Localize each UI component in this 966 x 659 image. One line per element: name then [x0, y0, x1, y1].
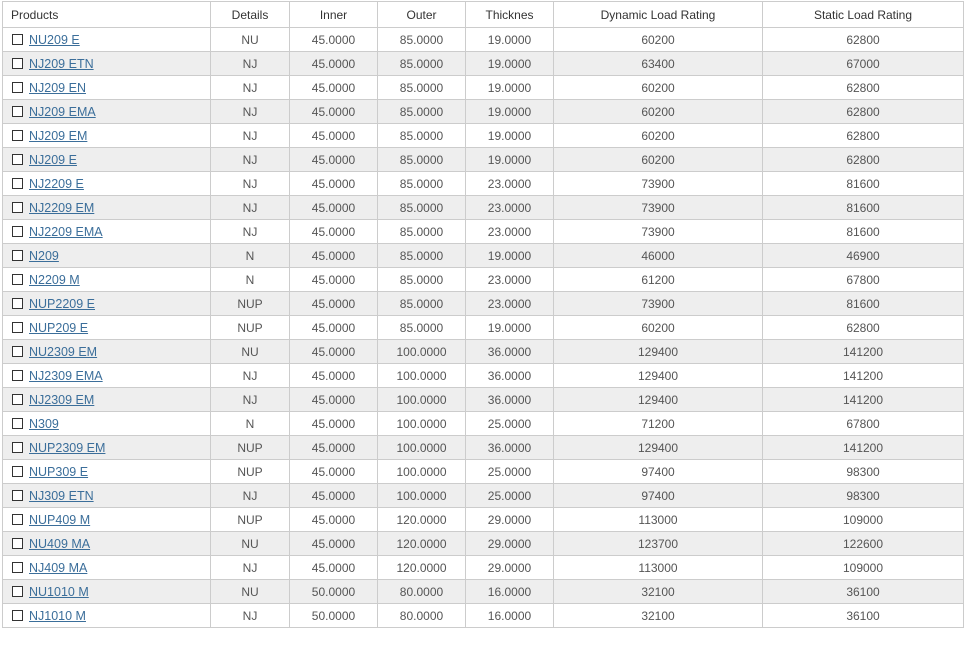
thickness-cell: 25.0000 [466, 484, 554, 508]
static-cell: 36100 [763, 580, 964, 604]
static-cell: 62800 [763, 76, 964, 100]
row-select-checkbox[interactable] [12, 106, 23, 117]
outer-cell: 85.0000 [378, 52, 466, 76]
thickness-cell: 25.0000 [466, 412, 554, 436]
static-cell: 62800 [763, 100, 964, 124]
details-cell: NJ [211, 52, 290, 76]
table-row [3, 436, 964, 460]
static-cell: 122600 [763, 532, 964, 556]
product-link[interactable]: NJ309 ETN [29, 488, 94, 503]
thickness-cell: 36.0000 [466, 340, 554, 364]
products-table [2, 1, 964, 628]
details-cell: NUP [211, 508, 290, 532]
thickness-cell: 23.0000 [466, 220, 554, 244]
dynamic-cell: 71200 [554, 412, 763, 436]
product-cell [3, 484, 211, 508]
product-link[interactable]: NU409 MA [29, 536, 91, 551]
inner-cell: 45.0000 [290, 268, 378, 292]
row-select-checkbox[interactable] [12, 58, 23, 69]
outer-cell: 85.0000 [378, 100, 466, 124]
outer-cell: 100.0000 [378, 484, 466, 508]
row-select-checkbox[interactable] [12, 466, 23, 477]
product-link[interactable]: NJ209 ETN [29, 56, 94, 71]
inner-cell: 50.0000 [290, 580, 378, 604]
product-cell [3, 220, 211, 244]
outer-cell: 100.0000 [378, 340, 466, 364]
products-table-container [2, 1, 964, 628]
product-cell [3, 172, 211, 196]
inner-cell: 45.0000 [290, 196, 378, 220]
inner-cell: 45.0000 [290, 124, 378, 148]
product-cell [3, 508, 211, 532]
table-row [3, 580, 964, 604]
dynamic-cell: 129400 [554, 364, 763, 388]
dynamic-cell: 123700 [554, 532, 763, 556]
outer-cell: 85.0000 [378, 172, 466, 196]
thickness-cell: 16.0000 [466, 604, 554, 628]
thickness-cell: 19.0000 [466, 244, 554, 268]
details-cell: NJ [211, 604, 290, 628]
outer-cell: 100.0000 [378, 364, 466, 388]
outer-cell: 85.0000 [378, 148, 466, 172]
inner-cell: 45.0000 [290, 340, 378, 364]
product-link[interactable]: NJ2209 EM [29, 200, 95, 215]
row-select-checkbox[interactable] [12, 250, 23, 261]
row-select-checkbox[interactable] [12, 610, 23, 621]
outer-cell: 85.0000 [378, 124, 466, 148]
table-row [3, 244, 964, 268]
product-link[interactable]: NJ2309 EMA [29, 368, 103, 383]
dynamic-cell: 46000 [554, 244, 763, 268]
static-cell: 62800 [763, 148, 964, 172]
inner-cell: 45.0000 [290, 52, 378, 76]
static-cell: 141200 [763, 340, 964, 364]
inner-cell: 45.0000 [290, 556, 378, 580]
product-cell [3, 28, 211, 52]
dynamic-cell: 73900 [554, 292, 763, 316]
row-select-checkbox[interactable] [12, 490, 23, 501]
table-row [3, 364, 964, 388]
details-cell: N [211, 412, 290, 436]
product-cell [3, 196, 211, 220]
thickness-cell: 36.0000 [466, 436, 554, 460]
thickness-cell: 25.0000 [466, 460, 554, 484]
outer-cell: 120.0000 [378, 508, 466, 532]
static-cell: 98300 [763, 484, 964, 508]
row-select-checkbox[interactable] [12, 538, 23, 549]
table-row [3, 508, 964, 532]
outer-cell: 85.0000 [378, 292, 466, 316]
outer-cell: 100.0000 [378, 412, 466, 436]
dynamic-cell: 32100 [554, 604, 763, 628]
product-link[interactable]: NU2309 EM [29, 344, 98, 359]
product-cell [3, 316, 211, 340]
thickness-cell: 19.0000 [466, 28, 554, 52]
product-cell [3, 148, 211, 172]
table-row [3, 124, 964, 148]
static-cell: 81600 [763, 292, 964, 316]
table-row [3, 316, 964, 340]
product-cell [3, 244, 211, 268]
outer-cell: 120.0000 [378, 532, 466, 556]
thickness-cell: 16.0000 [466, 580, 554, 604]
inner-cell: 45.0000 [290, 532, 378, 556]
inner-cell: 45.0000 [290, 316, 378, 340]
dynamic-cell: 60200 [554, 76, 763, 100]
product-cell [3, 340, 211, 364]
thickness-cell: 23.0000 [466, 172, 554, 196]
product-cell [3, 412, 211, 436]
details-cell: NJ [211, 364, 290, 388]
details-cell: N [211, 244, 290, 268]
details-cell: NU [211, 28, 290, 52]
thickness-cell: 19.0000 [466, 148, 554, 172]
outer-cell: 80.0000 [378, 580, 466, 604]
thickness-cell: 29.0000 [466, 532, 554, 556]
product-cell [3, 532, 211, 556]
product-cell [3, 124, 211, 148]
static-cell: 67800 [763, 268, 964, 292]
table-row [3, 556, 964, 580]
thickness-cell: 23.0000 [466, 292, 554, 316]
details-cell: NJ [211, 220, 290, 244]
thickness-cell: 23.0000 [466, 196, 554, 220]
static-cell: 36100 [763, 604, 964, 628]
inner-cell: 45.0000 [290, 364, 378, 388]
product-link[interactable]: NJ209 E [29, 152, 77, 167]
details-cell: NJ [211, 388, 290, 412]
row-select-checkbox[interactable] [12, 394, 23, 405]
static-cell: 81600 [763, 220, 964, 244]
product-link[interactable]: NJ1010 M [29, 608, 86, 623]
outer-cell: 80.0000 [378, 604, 466, 628]
outer-cell: 85.0000 [378, 316, 466, 340]
dynamic-cell: 60200 [554, 316, 763, 340]
table-row [3, 388, 964, 412]
details-cell: NJ [211, 196, 290, 220]
product-link[interactable]: NJ409 MA [29, 560, 88, 575]
inner-cell: 50.0000 [290, 604, 378, 628]
dynamic-cell: 129400 [554, 340, 763, 364]
inner-cell: 45.0000 [290, 220, 378, 244]
row-select-checkbox[interactable] [12, 586, 23, 597]
details-cell: NJ [211, 172, 290, 196]
static-cell: 67000 [763, 52, 964, 76]
details-cell: NUP [211, 436, 290, 460]
table-row [3, 412, 964, 436]
outer-cell: 85.0000 [378, 76, 466, 100]
product-link[interactable]: NJ209 EN [29, 80, 86, 95]
outer-cell: 85.0000 [378, 268, 466, 292]
thickness-cell: 19.0000 [466, 76, 554, 100]
column-header-thickness[interactable]: Thicknes [466, 2, 554, 28]
details-cell: NJ [211, 556, 290, 580]
details-cell: NU [211, 340, 290, 364]
column-header-dynamic-load-rating[interactable]: Dynamic Load Rating [554, 2, 763, 28]
row-select-checkbox[interactable] [12, 154, 23, 165]
table-row [3, 172, 964, 196]
product-cell [3, 580, 211, 604]
static-cell: 109000 [763, 508, 964, 532]
dynamic-cell: 60200 [554, 124, 763, 148]
dynamic-cell: 129400 [554, 388, 763, 412]
details-cell: NJ [211, 76, 290, 100]
product-cell [3, 52, 211, 76]
details-cell: N [211, 268, 290, 292]
product-link[interactable]: NJ209 EM [29, 128, 88, 143]
row-select-checkbox[interactable] [12, 346, 23, 357]
outer-cell: 120.0000 [378, 556, 466, 580]
dynamic-cell: 61200 [554, 268, 763, 292]
product-cell [3, 76, 211, 100]
dynamic-cell: 73900 [554, 220, 763, 244]
dynamic-cell: 73900 [554, 196, 763, 220]
inner-cell: 45.0000 [290, 76, 378, 100]
dynamic-cell: 60200 [554, 28, 763, 52]
details-cell: NUP [211, 292, 290, 316]
inner-cell: 45.0000 [290, 28, 378, 52]
row-select-checkbox[interactable] [12, 442, 23, 453]
dynamic-cell: 129400 [554, 436, 763, 460]
thickness-cell: 19.0000 [466, 124, 554, 148]
product-cell [3, 364, 211, 388]
product-link[interactable]: NJ2209 EMA [29, 224, 103, 239]
static-cell: 62800 [763, 28, 964, 52]
product-cell [3, 556, 211, 580]
inner-cell: 45.0000 [290, 148, 378, 172]
product-cell [3, 604, 211, 628]
outer-cell: 85.0000 [378, 220, 466, 244]
table-row [3, 484, 964, 508]
dynamic-cell: 60200 [554, 100, 763, 124]
dynamic-cell: 32100 [554, 580, 763, 604]
column-header-products[interactable]: Products [3, 2, 211, 28]
dynamic-cell: 97400 [554, 484, 763, 508]
thickness-cell: 23.0000 [466, 268, 554, 292]
static-cell: 62800 [763, 124, 964, 148]
table-row [3, 340, 964, 364]
table-row [3, 52, 964, 76]
row-select-checkbox[interactable] [12, 34, 23, 45]
outer-cell: 85.0000 [378, 196, 466, 220]
static-cell: 62800 [763, 316, 964, 340]
product-link[interactable]: NUP2309 EM [29, 440, 106, 455]
outer-cell: 100.0000 [378, 460, 466, 484]
details-cell: NU [211, 580, 290, 604]
product-link[interactable]: NUP309 E [29, 464, 89, 479]
outer-cell: 85.0000 [378, 244, 466, 268]
row-select-checkbox[interactable] [12, 418, 23, 429]
inner-cell: 45.0000 [290, 508, 378, 532]
product-link[interactable]: NJ2209 E [29, 176, 84, 191]
table-row [3, 100, 964, 124]
column-header-static-load-rating[interactable]: Static Load Rating [763, 2, 964, 28]
product-link[interactable]: NUP209 E [29, 320, 89, 335]
static-cell: 81600 [763, 196, 964, 220]
table-row [3, 76, 964, 100]
product-link[interactable]: N309 [29, 416, 59, 431]
row-select-checkbox[interactable] [12, 130, 23, 141]
static-cell: 67800 [763, 412, 964, 436]
thickness-cell: 29.0000 [466, 508, 554, 532]
product-link[interactable]: NJ2309 EM [29, 392, 95, 407]
thickness-cell: 29.0000 [466, 556, 554, 580]
product-link[interactable]: NJ209 EMA [29, 104, 96, 119]
details-cell: NU [211, 532, 290, 556]
table-row [3, 292, 964, 316]
product-link[interactable]: N2209 M [29, 272, 80, 287]
product-link[interactable]: NUP2209 E [29, 296, 96, 311]
product-link[interactable]: NU1010 M [29, 584, 89, 599]
static-cell: 141200 [763, 436, 964, 460]
thickness-cell: 19.0000 [466, 100, 554, 124]
row-select-checkbox[interactable] [12, 298, 23, 309]
dynamic-cell: 113000 [554, 556, 763, 580]
row-select-checkbox[interactable] [12, 562, 23, 573]
product-cell [3, 292, 211, 316]
table-row [3, 28, 964, 52]
inner-cell: 45.0000 [290, 388, 378, 412]
inner-cell: 45.0000 [290, 460, 378, 484]
thickness-cell: 19.0000 [466, 316, 554, 340]
inner-cell: 45.0000 [290, 100, 378, 124]
details-cell: NJ [211, 124, 290, 148]
product-link[interactable]: N209 [29, 248, 59, 263]
thickness-cell: 36.0000 [466, 388, 554, 412]
static-cell: 141200 [763, 364, 964, 388]
table-row [3, 220, 964, 244]
dynamic-cell: 73900 [554, 172, 763, 196]
static-cell: 109000 [763, 556, 964, 580]
inner-cell: 45.0000 [290, 292, 378, 316]
product-cell [3, 388, 211, 412]
table-row [3, 268, 964, 292]
row-select-checkbox[interactable] [12, 178, 23, 189]
row-select-checkbox[interactable] [12, 514, 23, 525]
product-cell [3, 436, 211, 460]
table-row [3, 532, 964, 556]
details-cell: NUP [211, 316, 290, 340]
product-link[interactable]: NUP409 M [29, 512, 91, 527]
outer-cell: 85.0000 [378, 28, 466, 52]
product-cell [3, 100, 211, 124]
details-cell: NUP [211, 460, 290, 484]
details-cell: NJ [211, 148, 290, 172]
static-cell: 141200 [763, 388, 964, 412]
column-header-outer[interactable]: Outer [378, 2, 466, 28]
inner-cell: 45.0000 [290, 412, 378, 436]
table-row [3, 196, 964, 220]
row-select-checkbox[interactable] [12, 226, 23, 237]
table-row [3, 148, 964, 172]
row-select-checkbox[interactable] [12, 370, 23, 381]
thickness-cell: 36.0000 [466, 364, 554, 388]
row-select-checkbox[interactable] [12, 274, 23, 285]
dynamic-cell: 63400 [554, 52, 763, 76]
outer-cell: 100.0000 [378, 388, 466, 412]
dynamic-cell: 97400 [554, 460, 763, 484]
thickness-cell: 19.0000 [466, 52, 554, 76]
details-cell: NJ [211, 100, 290, 124]
table-header-row [3, 2, 964, 28]
inner-cell: 45.0000 [290, 244, 378, 268]
static-cell: 81600 [763, 172, 964, 196]
row-select-checkbox[interactable] [12, 322, 23, 333]
static-cell: 46900 [763, 244, 964, 268]
column-header-details[interactable]: Details [211, 2, 290, 28]
table-row [3, 460, 964, 484]
inner-cell: 45.0000 [290, 484, 378, 508]
table-row [3, 604, 964, 628]
dynamic-cell: 60200 [554, 148, 763, 172]
product-link[interactable]: NU209 E [29, 32, 80, 47]
column-header-inner[interactable]: Inner [290, 2, 378, 28]
row-select-checkbox[interactable] [12, 82, 23, 93]
outer-cell: 100.0000 [378, 436, 466, 460]
row-select-checkbox[interactable] [12, 202, 23, 213]
product-cell [3, 460, 211, 484]
dynamic-cell: 113000 [554, 508, 763, 532]
inner-cell: 45.0000 [290, 436, 378, 460]
static-cell: 98300 [763, 460, 964, 484]
product-cell [3, 268, 211, 292]
inner-cell: 45.0000 [290, 172, 378, 196]
details-cell: NJ [211, 484, 290, 508]
